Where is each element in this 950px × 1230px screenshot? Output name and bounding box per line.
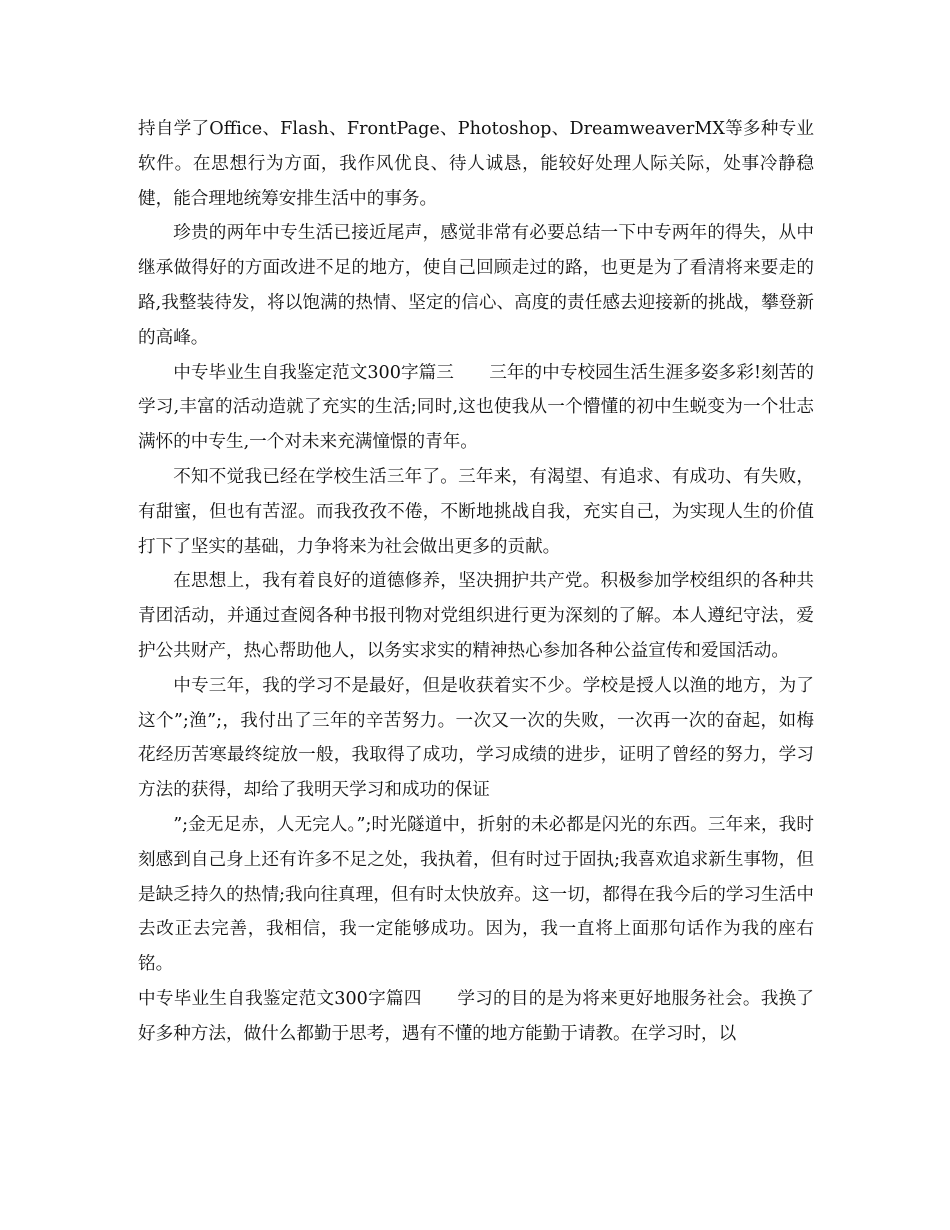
paragraph-5: 在思想上，我有着良好的道德修养，坚决拥护共产党。积极参加学校组织的各种共青团活动，并通过查阅各种书报刊物对党组织进行更为深刻的了解。本人遵纪守法，爱护公共财产，热心帮助他人，以务实求实的精神热心参加各种公益宣传和爱国活动。 — [138, 571, 814, 661]
paragraph-7: ”;金无足赤，人无完人。”;时光隧道中，折射的未必都是闪光的东西。三年来，我时刻感到自己身上还有许多不足之处，我执着，但有时过于固执;我喜欢追求新生事物，但是缺乏持久的热情;我向往真理，但有时太快放弃。这一切，都得在我今后的学习生活中去改正去完善，我相信，我一定能够成功。因为，我一直将上面那句话作为我的座右铭。 — [138, 814, 814, 975]
paragraph-8-heading: 中专毕业生自我鉴定范文300字篇四 学习的目的是为将来更好地服务社会。我换了好多种方法，做什么都勤于思考，遇有不懂的地方能勤于请教。在学习时，以 — [138, 988, 814, 1044]
document-body — [138, 112, 814, 1052]
paragraph-4: 不知不觉我已经在学校生活三年了。三年来，有渴望、有追求、有成功、有失败，有甜蜜，但也有苦涩。而我孜孜不倦，不断地挑战自我，充实自己，为实现人生的价值打下了坚实的基础，力争将来为社会做出更多的贡献。 — [138, 466, 814, 557]
paragraph-2: 珍贵的两年中专生活已接近尾声，感觉非常有必要总结一下中专两年的得失，从中继承做得好的方面改进不足的地方，使自己回顾走过的路，也更是为了看清将来要走的路,我整装待发，将以饱满的热情、坚定的信心、高度的责任感去迎接新的挑战，攀登新的高峰。 — [138, 223, 814, 348]
paragraph-1: 持自学了Office、Flash、FrontPage、Photoshop、DreamweaverMX等多种专业软件。在思想行为方面，我作风优良、待人诚恳，能较好处理人际关际，处事冷静稳健，能合理地统筹安排生活中的事务。 — [138, 119, 814, 209]
paragraph-3-heading: 中专毕业生自我鉴定范文300字篇三 三年的中专校园生活生涯多姿多彩!刻苦的学习,丰富的活动造就了充实的生活;同时,这也使我从一个懵懂的初中生蜕变为一个壮志满怀的中专生,一个对未来充满憧憬的青年。 — [138, 362, 814, 453]
paragraph-6: 中专三年，我的学习不是最好，但是收获着实不少。学校是授人以渔的地方，为了这个”;渔”;，我付出了三年的辛苦努力。一次又一次的失败，一次再一次的奋起，如梅花经历苦寒最终绽放一般，我取得了成功，学习成绩的进步，证明了曾经的努力，学习方法的获得，却给了我明天学习和成功的保证 — [138, 675, 814, 801]
